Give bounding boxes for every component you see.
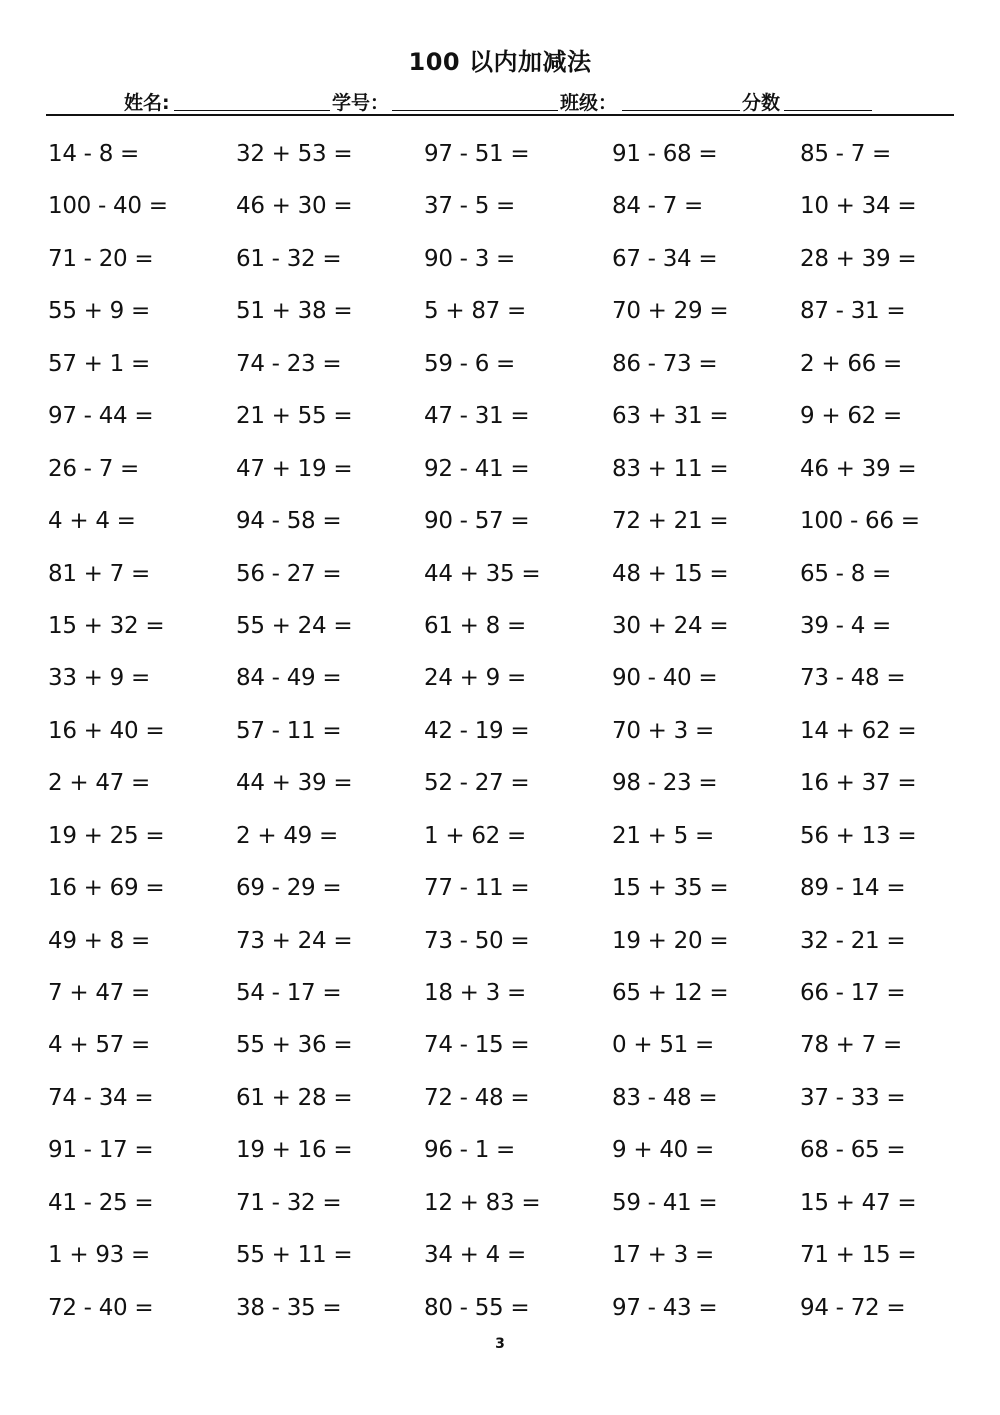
arithmetic-problem: 16 + 40 = [48,717,165,744]
arithmetic-problem: 85 - 7 = [800,141,892,167]
arithmetic-problem: 90 - 57 = [424,508,530,535]
arithmetic-problem: 100 - 40 = [48,193,168,220]
arithmetic-problem: 61 + 8 = [424,612,526,639]
arithmetic-problem: 83 - 48 = [612,1084,718,1111]
arithmetic-problem: 48 + 15 = [612,560,729,587]
problem-grid [48,128,954,1334]
arithmetic-problem: 15 + 47 = [800,1189,917,1216]
arithmetic-problem: 87 - 31 = [800,298,906,325]
arithmetic-problem: 49 + 8 = [48,927,150,954]
arithmetic-problem: 18 + 3 = [424,980,526,1006]
arithmetic-problem: 90 - 3 = [424,245,516,272]
arithmetic-problem: 86 - 73 = [612,350,718,377]
arithmetic-problem: 19 + 20 = [612,927,729,954]
problem-row [48,285,954,337]
arithmetic-problem: 59 - 41 = [612,1189,718,1216]
arithmetic-problem: 0 + 51 = [612,1032,714,1059]
problem-row [48,495,954,547]
problem-row [48,915,954,967]
arithmetic-problem: 32 - 21 = [800,927,906,954]
arithmetic-problem: 21 + 55 = [236,403,353,430]
arithmetic-problem: 65 + 12 = [612,980,729,1006]
problem-row [48,862,954,914]
arithmetic-problem: 61 + 28 = [236,1084,353,1111]
arithmetic-problem: 71 - 32 = [236,1189,342,1216]
arithmetic-problem: 21 + 5 = [612,822,714,849]
arithmetic-problem: 72 - 48 = [424,1084,530,1111]
arithmetic-problem: 2 + 49 = [236,822,338,849]
arithmetic-problem: 47 - 31 = [424,403,530,430]
arithmetic-problem: 51 + 38 = [236,298,353,325]
arithmetic-problem: 9 + 62 = [800,403,902,430]
arithmetic-problem: 17 + 3 = [612,1242,714,1269]
arithmetic-problem: 57 - 11 = [236,717,342,744]
arithmetic-problem: 4 + 4 = [48,508,136,535]
worksheet-title: 100 以内加减法 [408,48,592,76]
arithmetic-problem: 16 + 69 = [48,875,165,902]
arithmetic-problem: 4 + 57 = [48,1032,150,1059]
arithmetic-problem: 97 - 44 = [48,403,154,430]
arithmetic-problem: 65 - 8 = [800,560,892,587]
arithmetic-problem: 46 + 39 = [800,455,917,482]
class-label: 班级： [560,92,618,114]
score-blank-line [784,110,872,111]
arithmetic-problem: 14 + 62 = [800,717,917,744]
arithmetic-problem: 72 - 40 = [48,1294,154,1321]
arithmetic-problem: 91 - 17 = [48,1137,154,1164]
arithmetic-problem: 77 - 11 = [424,875,530,902]
arithmetic-problem: 98 - 23 = [612,770,718,797]
problem-row [48,128,954,180]
class-blank-line [622,110,740,111]
arithmetic-problem: 78 + 7 = [800,1032,902,1059]
arithmetic-problem: 1 + 93 = [48,1242,150,1269]
arithmetic-problem: 71 - 20 = [48,245,154,272]
arithmetic-problem: 2 + 66 = [800,350,902,377]
problem-row [48,652,954,704]
name-blank-line [174,110,330,111]
arithmetic-problem: 55 + 36 = [236,1032,353,1059]
arithmetic-problem: 92 - 41 = [424,455,530,482]
problem-row [48,233,954,285]
arithmetic-problem: 70 + 29 = [612,298,729,325]
arithmetic-problem: 12 + 83 = [424,1189,541,1216]
problem-row [48,338,954,390]
student-number-label: 学号： [332,92,390,114]
student-number-blank-line [392,110,558,111]
arithmetic-problem: 55 + 11 = [236,1242,353,1269]
arithmetic-problem: 41 - 25 = [48,1189,154,1216]
arithmetic-problem: 67 - 34 = [612,245,718,272]
arithmetic-problem: 38 - 35 = [236,1294,342,1321]
arithmetic-problem: 59 - 6 = [424,350,516,377]
problem-row [48,1282,954,1334]
arithmetic-problem: 55 + 9 = [48,298,150,325]
arithmetic-problem: 83 + 11 = [612,455,729,482]
arithmetic-problem: 74 - 23 = [236,350,342,377]
arithmetic-problem: 68 - 65 = [800,1137,906,1164]
arithmetic-problem: 66 - 17 = [800,980,906,1006]
arithmetic-problem: 84 - 49 = [236,665,342,692]
arithmetic-problem: 14 - 8 = [48,141,140,167]
problem-row [48,548,954,600]
arithmetic-problem: 30 + 24 = [612,612,729,639]
arithmetic-problem: 71 + 15 = [800,1242,917,1269]
name-label: 姓名: [124,92,170,114]
arithmetic-problem: 91 - 68 = [612,141,718,167]
arithmetic-problem: 46 + 30 = [236,193,353,220]
arithmetic-problem: 52 - 27 = [424,770,530,797]
problem-row [48,390,954,442]
arithmetic-problem: 28 + 39 = [800,245,917,272]
arithmetic-problem: 1 + 62 = [424,822,526,849]
score-label: 分数 [742,92,781,114]
arithmetic-problem: 100 - 66 = [800,508,920,535]
problem-row [48,967,954,1019]
arithmetic-problem: 39 - 4 = [800,612,892,639]
arithmetic-problem: 74 - 34 = [48,1084,154,1111]
arithmetic-problem: 10 + 34 = [800,193,917,220]
arithmetic-problem: 90 - 40 = [612,665,718,692]
arithmetic-problem: 37 - 33 = [800,1084,906,1111]
arithmetic-problem: 63 + 31 = [612,403,729,430]
arithmetic-problem: 42 - 19 = [424,717,530,744]
arithmetic-problem: 19 + 25 = [48,822,165,849]
arithmetic-problem: 47 + 19 = [236,455,353,482]
problem-row [48,705,954,757]
arithmetic-problem: 54 - 17 = [236,980,342,1006]
arithmetic-problem: 72 + 21 = [612,508,729,535]
arithmetic-problem: 97 - 51 = [424,141,530,167]
arithmetic-problem: 80 - 55 = [424,1294,530,1321]
arithmetic-problem: 26 - 7 = [48,455,140,482]
arithmetic-problem: 73 - 50 = [424,927,530,954]
arithmetic-problem: 94 - 58 = [236,508,342,535]
problem-row [48,810,954,862]
arithmetic-problem: 34 + 4 = [424,1242,526,1269]
arithmetic-problem: 16 + 37 = [800,770,917,797]
problem-row [48,1177,954,1229]
arithmetic-problem: 44 + 35 = [424,560,541,587]
arithmetic-problem: 5 + 87 = [424,298,526,325]
page-number: 3 [495,1336,505,1352]
arithmetic-problem: 56 - 27 = [236,560,342,587]
arithmetic-problem: 44 + 39 = [236,770,353,797]
problem-row [48,757,954,809]
arithmetic-problem: 37 - 5 = [424,193,516,220]
arithmetic-problem: 2 + 47 = [48,770,150,797]
arithmetic-problem: 96 - 1 = [424,1137,516,1164]
arithmetic-problem: 32 + 53 = [236,141,353,167]
arithmetic-problem: 70 + 3 = [612,717,714,744]
problem-row [48,1072,954,1124]
arithmetic-problem: 61 - 32 = [236,245,342,272]
arithmetic-problem: 24 + 9 = [424,665,526,692]
problem-row [48,443,954,495]
arithmetic-problem: 9 + 40 = [612,1137,714,1164]
student-info-header [46,86,954,116]
arithmetic-problem: 15 + 32 = [48,612,165,639]
arithmetic-problem: 94 - 72 = [800,1294,906,1321]
arithmetic-problem: 7 + 47 = [48,980,150,1006]
arithmetic-problem: 33 + 9 = [48,665,150,692]
arithmetic-problem: 84 - 7 = [612,193,704,220]
arithmetic-problem: 56 + 13 = [800,822,917,849]
arithmetic-problem: 15 + 35 = [612,875,729,902]
problem-row [48,1019,954,1071]
arithmetic-problem: 89 - 14 = [800,875,906,902]
arithmetic-problem: 74 - 15 = [424,1032,530,1059]
arithmetic-problem: 69 - 29 = [236,875,342,902]
arithmetic-problem: 57 + 1 = [48,350,150,377]
problem-row [48,600,954,652]
problem-row [48,180,954,232]
arithmetic-problem: 81 + 7 = [48,560,150,587]
problem-row [48,1229,954,1281]
arithmetic-problem: 73 + 24 = [236,927,353,954]
arithmetic-problem: 55 + 24 = [236,612,353,639]
arithmetic-problem: 19 + 16 = [236,1137,353,1164]
arithmetic-problem: 97 - 43 = [612,1294,718,1321]
problem-row [48,1124,954,1176]
arithmetic-problem: 73 - 48 = [800,665,906,692]
